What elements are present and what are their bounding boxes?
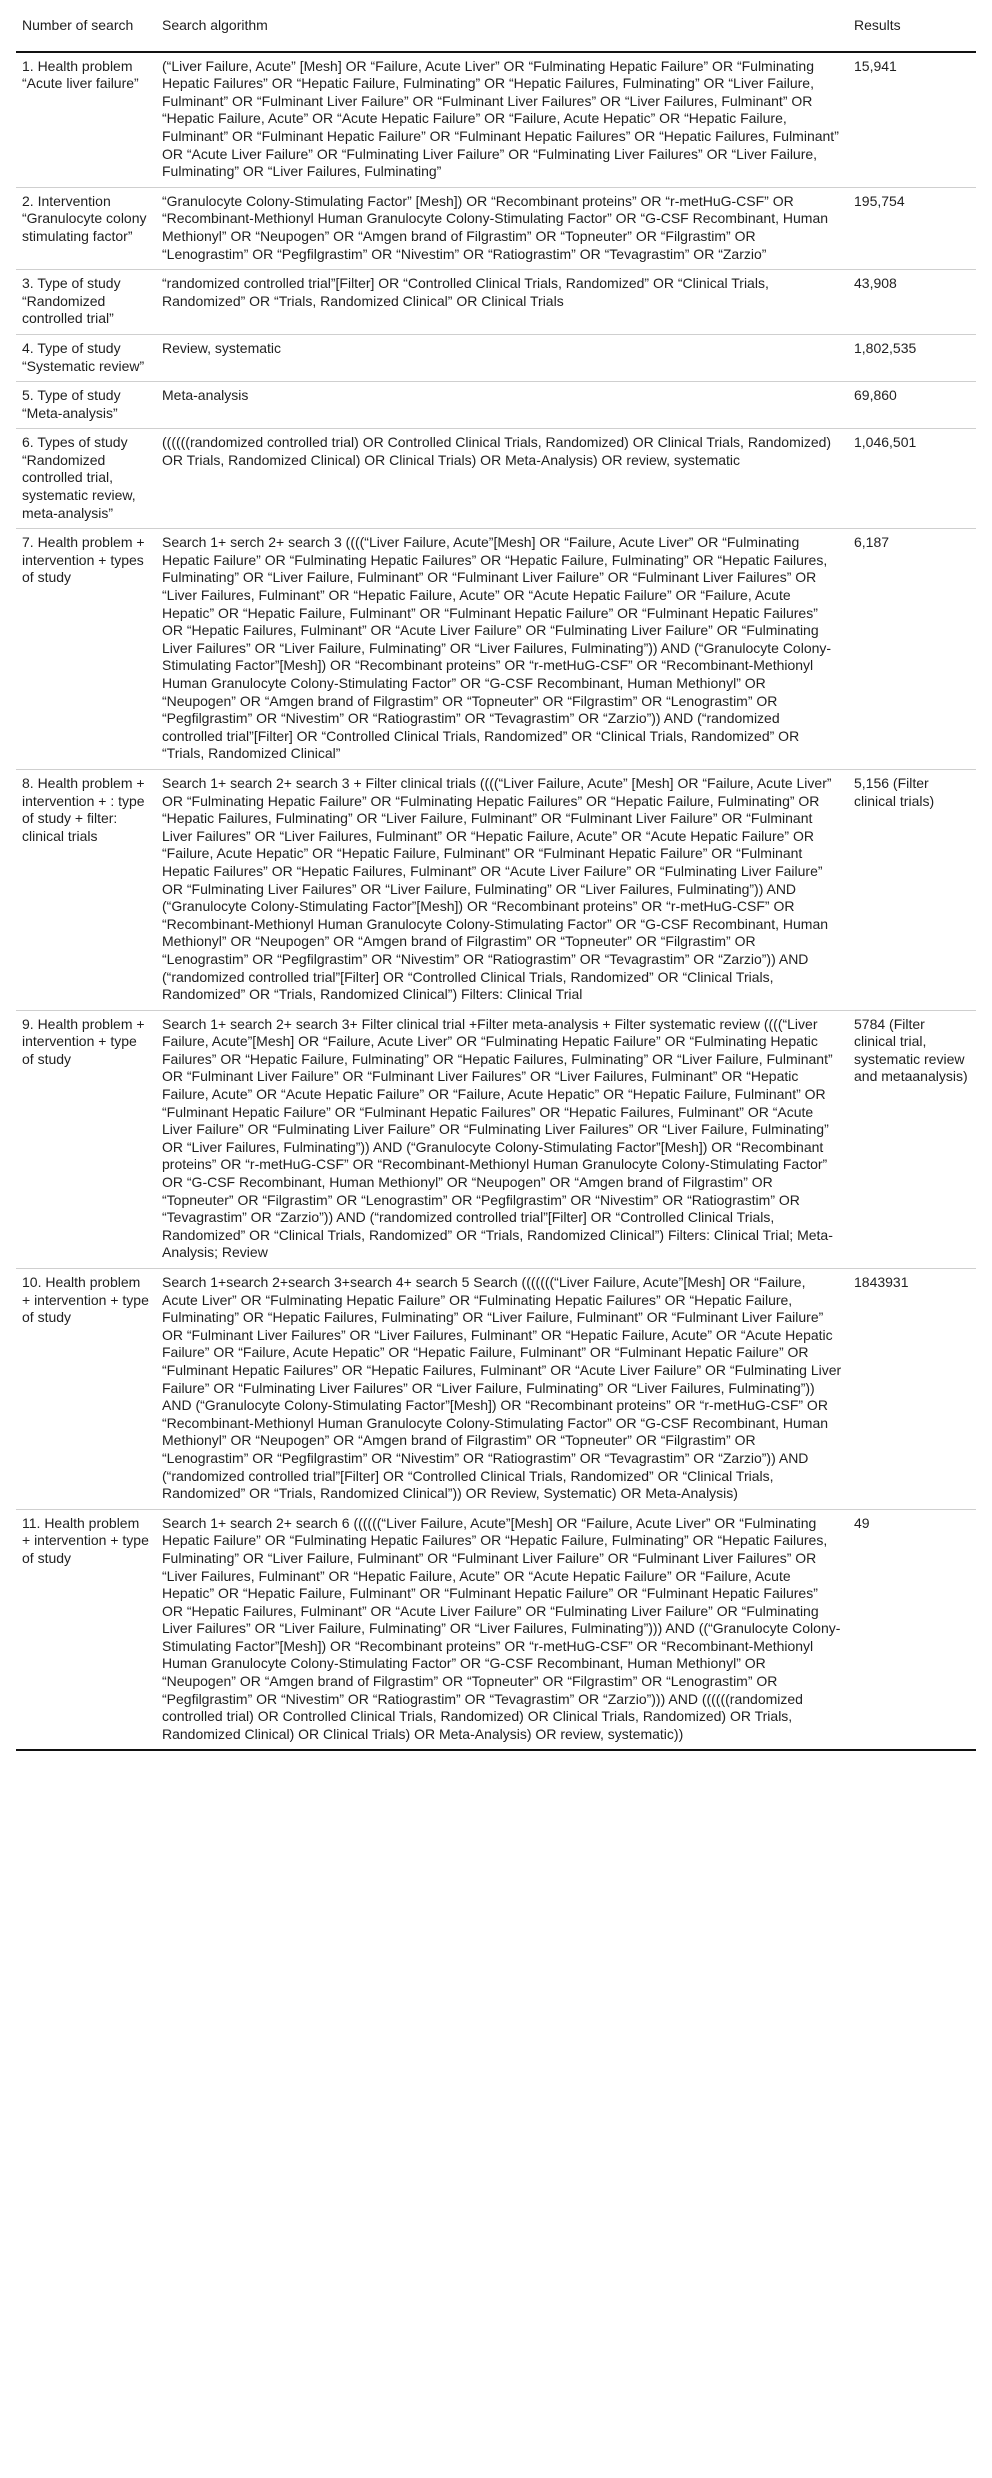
- row-algorithm: ((((((randomized controlled trial) OR Controlled Clinical Trials, Randomized) OR Clinical Trials, Randomized) OR Trials, Randomized Clinical) OR Clinical Trials) OR Meta-Analysis) OR review, systematic: [156, 429, 848, 529]
- row-results: 195,754: [848, 187, 976, 269]
- row-number: 8. Health problem + intervention + : type of study + filter: clinical trials: [16, 769, 156, 1010]
- table-row: [16, 187, 976, 269]
- table-header-row: [16, 0, 976, 52]
- table-row: [16, 1010, 976, 1268]
- search-strategy-table: [16, 0, 976, 1751]
- table-row: [16, 769, 976, 1010]
- row-number: 2. Intervention “Granulocyte colony stimulating factor”: [16, 187, 156, 269]
- header-results: Results: [848, 0, 976, 52]
- row-results: 69,860: [848, 382, 976, 429]
- row-number: 3. Type of study “Randomized controlled trial”: [16, 270, 156, 335]
- header-algorithm: Search algorithm: [156, 0, 848, 52]
- row-results: 43,908: [848, 270, 976, 335]
- table-row: [16, 52, 976, 188]
- row-results: 6,187: [848, 529, 976, 770]
- table-row: [16, 1509, 976, 1750]
- row-results: 49: [848, 1509, 976, 1750]
- row-algorithm: Search 1+ search 2+ search 6 ((((((“Liver Failure, Acute”[Mesh] OR “Failure, Acute Liver” OR “Fulminating Hepatic Failure” OR “Fulminating Hepatic Failures” OR “Hepatic Failure, Fulminating” OR “Hepatic Failures, Fulminating” OR “Liver Failure, Fulminant” OR “Fulminant Liver Failure” OR “Fulminant Liver Failures” OR “Liver Failures, Fulminant” OR “Hepatic Failure, Acute” OR “Acute Hepatic Failure” OR “Failure, Acute Hepatic” OR “Hepatic Failure, Fulminant” OR “Fulminant Hepatic Failure” OR “Fulminant Hepatic Failures” OR “Hepatic Failures, Fulminant” OR “Acute Liver Failure” OR “Fulminating Liver Failure” OR “Fulminating Liver Failures” OR “Liver Failure, Fulminating” OR “Liver Failures, Fulminating”))) AND ((“Granulocyte Colony-Stimulating Factor”[Mesh]) OR “Recombinant proteins” OR “r-metHuG-CSF” OR “Recombinant-Methionyl Human Granulocyte Colony-Stimulating Factor” OR “G-CSF Recombinant, Human Methionyl” OR “Neupogen” OR “Amgen brand of Filgrastim” OR “Topneuter” OR “Filgrastim” OR “Lenograstim” OR “Pegfilgrastim” OR “Nivestim” OR “Ratiograstim” OR “Tevagrastim” OR “Zarzio”))) AND ((((((randomized controlled trial) OR Controlled Clinical Trials, Randomized) OR Clinical Trials, Randomized) OR Trials, Randomized Clinical) OR Clinical Trials) OR Meta-Analysis) OR review, systematic)): [156, 1509, 848, 1750]
- row-results: 1,046,501: [848, 429, 976, 529]
- row-number: 1. Health problem “Acute liver failure”: [16, 52, 156, 188]
- row-results: 15,941: [848, 52, 976, 188]
- header-number: Number of search: [16, 0, 156, 52]
- table-row: [16, 382, 976, 429]
- row-algorithm: Search 1+ serch 2+ search 3 ((((“Liver Failure, Acute”[Mesh] OR “Failure, Acute Liver” OR “Fulminating Hepatic Failure” OR “Fulminating Hepatic Failures” OR “Hepatic Failure, Fulminating” OR “Hepatic Failures, Fulminating” OR “Liver Failure, Fulminant” OR “Fulminant Liver Failure” OR “Fulminant Liver Failures” OR “Liver Failures, Fulminant” OR “Hepatic Failure, Acute” OR “Acute Hepatic Failure” OR “Failure, Acute Hepatic” OR “Hepatic Failure, Fulminant” OR “Fulminant Hepatic Failure” OR “Fulminant Hepatic Failures” OR “Hepatic Failures, Fulminant” OR “Acute Liver Failure” OR “Fulminating Liver Failure” OR “Fulminating Liver Failures” OR “Liver Failure, Fulminating” OR “Liver Failures, Fulminating”)) AND (“Granulocyte Colony-Stimulating Factor”[Mesh]) OR “Recombinant proteins” OR “r-metHuG-CSF” OR “Recombinant-Methionyl Human Granulocyte Colony-Stimulating Factor” OR “G-CSF Recombinant, Human Methionyl” OR “Neupogen” OR “Amgen brand of Filgrastim” OR “Topneuter” OR “Filgrastim” OR “Lenograstim” OR “Pegfilgrastim” OR “Nivestim” OR “Ratiograstim” OR “Tevagrastim” OR “Zarzio”)) AND (“randomized controlled trial”[Filter] OR “Controlled Clinical Trials, Randomized” OR “Clinical Trials, Randomized” OR “Trials, Randomized Clinical”: [156, 529, 848, 770]
- table-row: [16, 1269, 976, 1510]
- row-number: 5. Type of study “Meta-analysis”: [16, 382, 156, 429]
- row-number: 11. Health problem + intervention + type of study: [16, 1509, 156, 1750]
- table-row: [16, 270, 976, 335]
- row-results: 5784 (Filter clinical trial, systematic review and metaanalysis): [848, 1010, 976, 1268]
- row-number: 9. Health problem + intervention + type of study: [16, 1010, 156, 1268]
- row-algorithm: Search 1+search 2+search 3+search 4+ search 5 Search (((((((“Liver Failure, Acute”[Mesh] OR “Failure, Acute Liver” OR “Fulminating Hepatic Failure” OR “Fulminating Hepatic Failures” OR “Hepatic Failure, Fulminating” OR “Hepatic Failures, Fulminating” OR “Liver Failure, Fulminant” OR “Fulminant Liver Failure” OR “Fulminant Liver Failures” OR “Liver Failures, Fulminant” OR “Hepatic Failure, Acute” OR “Acute Hepatic Failure” OR “Failure, Acute Hepatic” OR “Hepatic Failure, Fulminant” OR “Fulminant Hepatic Failure” OR “Fulminant Hepatic Failures” OR “Hepatic Failures, Fulminant” OR “Acute Liver Failure” OR “Fulminating Liver Failure” OR “Fulminating Liver Failures” OR “Liver Failure, Fulminating” OR “Liver Failures, Fulminating”)) AND (“Granulocyte Colony-Stimulating Factor”[Mesh]) OR “Recombinant proteins” OR “r-metHuG-CSF” OR “Recombinant-Methionyl Human Granulocyte Colony-Stimulating Factor” OR “G-CSF Recombinant, Human Methionyl” OR “Neupogen” OR “Amgen brand of Filgrastim” OR “Topneuter” OR “Filgrastim” OR “Lenograstim” OR “Pegfilgrastim” OR “Nivestim” OR “Ratiograstim” OR “Tevagrastim” OR “Zarzio”)) AND (“randomized controlled trial”[Filter] OR “Controlled Clinical Trials, Randomized” OR “Clinical Trials, Randomized” OR “Trials, Randomized Clinical”)) OR Review, Systematic) OR Meta-Analysis): [156, 1269, 848, 1510]
- row-algorithm: Review, systematic: [156, 334, 848, 381]
- row-algorithm: (“Liver Failure, Acute” [Mesh] OR “Failure, Acute Liver” OR “Fulminating Hepatic Failure” OR “Fulminating Hepatic Failures” OR “Hepatic Failure, Fulminating” OR “Hepatic Failures, Fulminating” OR “Liver Failure, Fulminant” OR “Fulminant Liver Failure” OR “Fulminant Liver Failures” OR “Liver Failures, Fulminant” OR “Hepatic Failure, Acute” OR “Acute Hepatic Failure” OR “Failure, Acute Hepatic” OR “Hepatic Failure, Fulminant” OR “Fulminant Hepatic Failure” OR “Fulminant Hepatic Failures” OR “Hepatic Failures, Fulminant” OR “Acute Liver Failure” OR “Fulminating Liver Failure” OR “Fulminating Liver Failures” OR “Liver Failure, Fulminating” OR “Liver Failures, Fulminating”: [156, 52, 848, 188]
- table-row: [16, 429, 976, 529]
- table-row: [16, 529, 976, 770]
- row-algorithm: “Granulocyte Colony-Stimulating Factor” [Mesh]) OR “Recombinant proteins” OR “r-metHuG-CSF” OR “Recombinant-Methionyl Human Granulocyte Colony-Stimulating Factor” OR “G-CSF Recombinant, Human Methionyl” OR “Neupogen” OR “Amgen brand of Filgrastim” OR “Topneuter” OR “Filgrastim” OR “Lenograstim” OR “Pegfilgrastim” OR “Nivestim” OR “Ratiograstim” OR “Tevagrastim” OR “Zarzio”: [156, 187, 848, 269]
- row-results: 1843931: [848, 1269, 976, 1510]
- row-number: 4. Type of study “Systematic review”: [16, 334, 156, 381]
- row-algorithm: “randomized controlled trial”[Filter] OR “Controlled Clinical Trials, Randomized” OR “Clinical Trials, Randomized” OR “Trials, Randomized Clinical” OR Clinical Trials: [156, 270, 848, 335]
- row-algorithm: Meta-analysis: [156, 382, 848, 429]
- row-number: 6. Types of study “Randomized controlled trial, systematic review, meta-analysis”: [16, 429, 156, 529]
- row-number: 10. Health problem + intervention + type of study: [16, 1269, 156, 1510]
- row-algorithm: Search 1+ search 2+ search 3 + Filter clinical trials ((((“Liver Failure, Acute” [Mesh] OR “Failure, Acute Liver” OR “Fulminating Hepatic Failure” OR “Fulminating Hepatic Failures” OR “Hepatic Failure, Fulminating” OR “Hepatic Failures, Fulminating” OR “Liver Failure, Fulminant” OR “Fulminant Liver Failure” OR “Fulminant Liver Failures” OR “Liver Failures, Fulminant” OR “Hepatic Failure, Acute” OR “Acute Hepatic Failure” OR “Failure, Acute Hepatic” OR “Hepatic Failure, Fulminant” OR “Fulminant Hepatic Failure” OR “Fulminant Hepatic Failures” OR “Hepatic Failures, Fulminant” OR “Acute Liver Failure” OR “Fulminating Liver Failure” OR “Fulminating Liver Failures” OR “Liver Failure, Fulminating” OR “Liver Failures, Fulminating”)) AND (“Granulocyte Colony-Stimulating Factor”[Mesh]) OR “Recombinant proteins” OR “r-metHuG-CSF” OR “Recombinant-Methionyl Human Granulocyte Colony-Stimulating Factor” OR “G-CSF Recombinant, Human Methionyl” OR “Neupogen” OR “Amgen brand of Filgrastim” OR “Topneuter” OR “Filgrastim” OR “Lenograstim” OR “Pegfilgrastim” OR “Nivestim” OR “Ratiograstim” OR “Tevagrastim” OR “Zarzio”)) AND (“randomized controlled trial”[Filter] OR “Controlled Clinical Trials, Randomized” OR “Clinical Trials, Randomized” OR “Trials, Randomized Clinical”) Filters: Clinical Trial: [156, 769, 848, 1010]
- table-row: [16, 334, 976, 381]
- row-results: 1,802,535: [848, 334, 976, 381]
- row-number: 7. Health problem + intervention + types of study: [16, 529, 156, 770]
- row-algorithm: Search 1+ search 2+ search 3+ Filter clinical trial +Filter meta-analysis + Filter systematic review ((((“Liver Failure, Acute”[Mesh] OR “Failure, Acute Liver” OR “Fulminating Hepatic Failure” OR “Fulminating Hepatic Failures” OR “Hepatic Failure, Fulminating” OR “Hepatic Failures, Fulminating” OR “Liver Failure, Fulminant” OR “Fulminant Liver Failure” OR “Fulminant Liver Failures” OR “Liver Failures, Fulminant” OR “Hepatic Failure, Acute” OR “Acute Hepatic Failure” OR “Failure, Acute Hepatic” OR “Hepatic Failure, Fulminant” OR “Fulminant Hepatic Failure” OR “Fulminant Hepatic Failures” OR “Hepatic Failures, Fulminant” OR “Acute Liver Failure” OR “Fulminating Liver Failure” OR “Fulminating Liver Failures” OR “Liver Failure, Fulminating” OR “Liver Failures, Fulminating”)) AND (“Granulocyte Colony-Stimulating Factor”[Mesh]) OR “Recombinant proteins” OR “r-metHuG-CSF” OR “Recombinant-Methionyl Human Granulocyte Colony-Stimulating Factor” OR “G-CSF Recombinant, Human Methionyl” OR “Neupogen” OR “Amgen brand of Filgrastim” OR “Topneuter” OR “Filgrastim” OR “Lenograstim” OR “Pegfilgrastim” OR “Nivestim” OR “Ratiograstim” OR “Tevagrastim” OR “Zarzio”)) AND (“randomized controlled trial”[Filter] OR “Controlled Clinical Trials, Randomized” OR “Clinical Trials, Randomized” OR “Trials, Randomized Clinical”) Filters: Clinical Trial; Meta-Analysis; Review: [156, 1010, 848, 1268]
- row-results: 5,156 (Filter clinical trials): [848, 769, 976, 1010]
